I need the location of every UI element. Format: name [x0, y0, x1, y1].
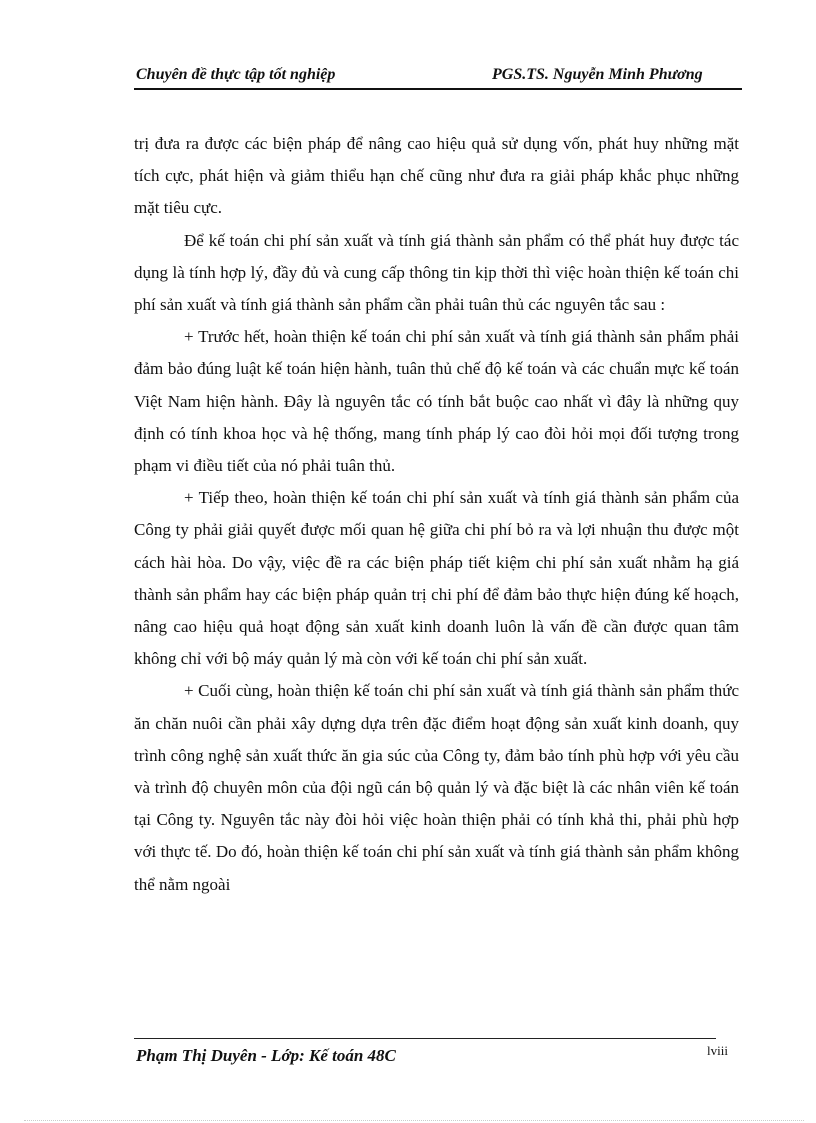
footer-divider — [134, 1038, 716, 1039]
header-thesis-title: Chuyên đề thực tập tốt nghiệp — [136, 66, 336, 83]
paragraph-intro-principles: Để kế toán chi phí sản xuất và tính giá thành sản phẩm có thể phát huy được tác dụng là tính hợp lý, đầy đủ và cung cấp thông tin kịp thời thì việc hoàn thiện kế toán chi phí sản xuất và tính giá thành sản phẩm cần phải tuân thủ các nguyên tắc sau : — [134, 230, 739, 315]
paragraph-continuation: trị đưa ra được các biện pháp để nâng cao hiệu quả sử dụng vốn, phát huy những mặt tích cực, phát hiện và giảm thiểu hạn chế cũng như đưa ra giải pháp khắc phục những mặt tiêu cực. — [134, 134, 739, 218]
document-body — [134, 128, 739, 901]
page-header — [134, 62, 742, 90]
page-number: lviii — [707, 1043, 728, 1058]
paragraph-principle-first: + Trước hết, hoàn thiện kế toán chi phí sản xuất và tính giá thành sản phẩm phải đảm bảo đúng luật kế toán hiện hành, tuân thủ chế độ kế toán và các chuẩn mực kế toán Việt Nam hiện hành. Đây là nguyên tắc có tính bắt buộc cao nhất vì đây là những quy định có tính khoa học và hệ thống, mang tính pháp lý cao đòi hỏi mọi đối tượng trong phạm vi điều tiết của nó phải tuân thủ. — [134, 327, 739, 476]
footer-author: Phạm Thị Duyên - Lớp: Kế toán 48C — [136, 1046, 396, 1065]
page-edge-divider — [24, 1120, 804, 1121]
paragraph-principle-second: + Tiếp theo, hoàn thiện kế toán chi phí sản xuất và tính giá thành sản phẩm của Công ty phải giải quyết được mối quan hệ giữa chi phí bỏ ra và lợi nhuận thu được một cách hài hòa. Do vậy, việc đề ra các biện pháp tiết kiệm chi phí sản xuất nhằm hạ giá thành sản phẩm hay các biện pháp quản trị chi phí để đảm bảo thực hiện đúng kế hoạch, nâng cao hiệu quả hoạt động sản xuất kinh doanh luôn là vấn đề cần được quan tâm không chỉ với bộ máy quản lý mà còn với kế toán chi phí sản xuất. — [134, 488, 739, 669]
header-supervisor: PGS.TS. Nguyễn Minh Phương — [492, 66, 703, 83]
paragraph-principle-last: + Cuối cùng, hoàn thiện kế toán chi phí sản xuất và tính giá thành sản phẩm thức ăn chăn nuôi cần phải xây dựng dựa trên đặc điểm hoạt động sản xuất kinh doanh, quy trình công nghệ sản xuất thức ăn gia súc của Công ty, đảm bảo tính phù hợp với yêu cầu và trình độ chuyên môn của đội ngũ cán bộ quản lý và đặc biệt là các nhân viên kế toán tại Công ty. Nguyên tắc này đòi hỏi việc hoàn thiện phải có tính khả thi, phải phù hợp với thực tế. Do đó, hoàn thiện kế toán chi phí sản xuất và tính giá thành sản phẩm không thể nằm ngoài — [134, 681, 739, 894]
